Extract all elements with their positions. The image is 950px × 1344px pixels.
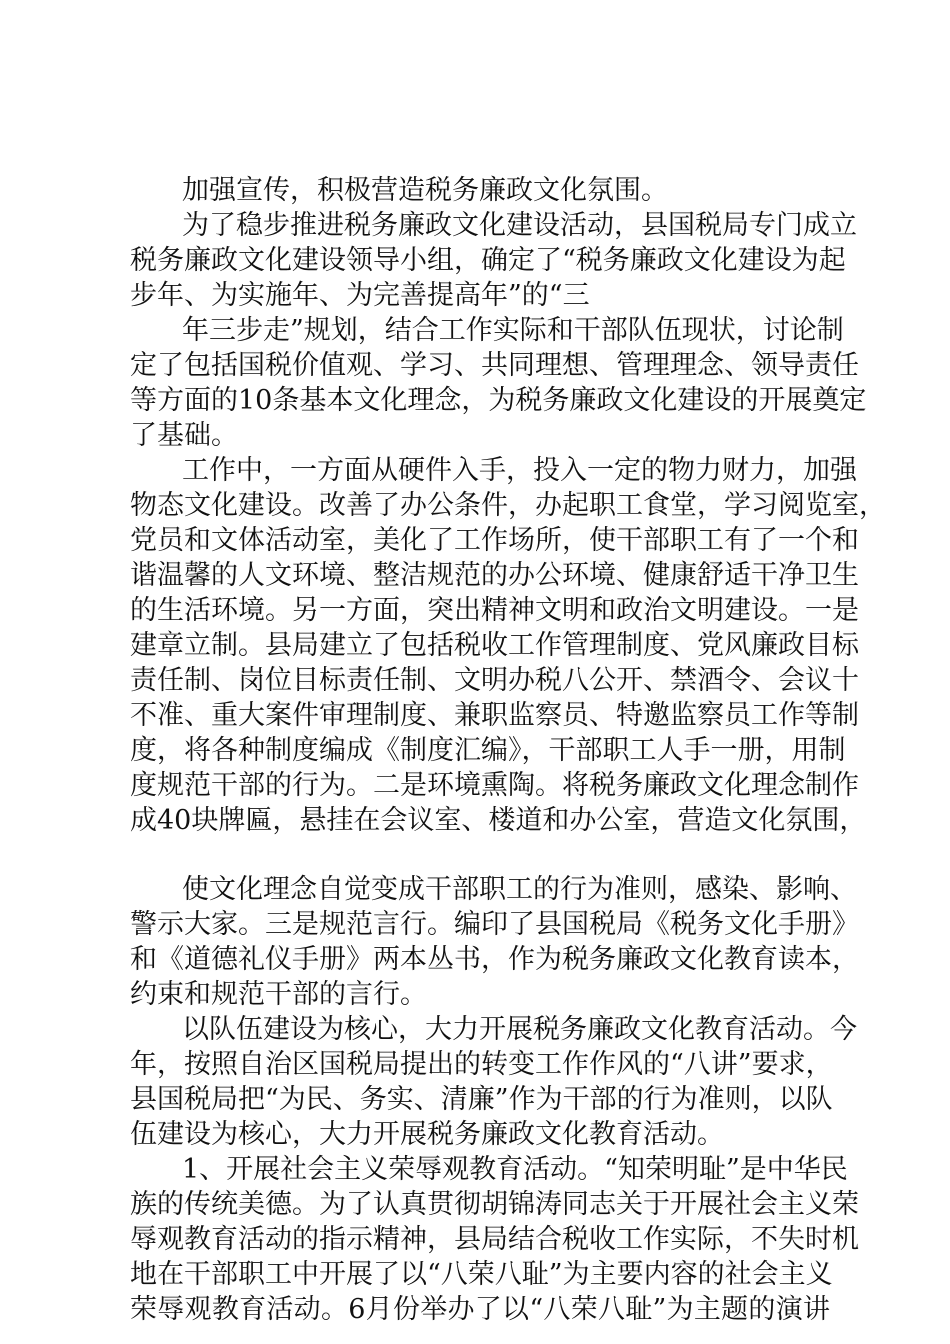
paragraph-line: 工作中，一方面从硬件入手，投入一定的物力财力，加强 xyxy=(182,455,857,486)
paragraph-line: 加强宣传，积极营造税务廉政文化氛围。 xyxy=(182,175,668,206)
paragraph-line: 以队伍建设为核心，大力开展税务廉政文化教育活动。今 xyxy=(182,1014,857,1045)
paragraph-line: 成40块牌匾，悬挂在会议室、楼道和办公室，营造文化氛围， xyxy=(130,805,867,836)
paragraph-line: 辱观教育活动的指示精神，县局结合税收工作实际，不失时机 xyxy=(130,1224,859,1255)
paragraph-line: 警示大家。三是规范言行。编印了县国税局《税务文化手册》 xyxy=(130,909,859,940)
paragraph-line: 税务廉政文化建设领导小组，确定了“税务廉政文化建设为起 xyxy=(130,245,846,276)
paragraph-line: 度，将各种制度编成《制度汇编》，干部职工人手一册，用制 xyxy=(130,735,846,766)
paragraph-line: 建章立制。县局建立了包括税收工作管理制度、党风廉政目标 xyxy=(130,630,859,661)
paragraph-line: 荣辱观教育活动。6月份举办了以“八荣八耻”为主题的演讲 xyxy=(130,1294,830,1325)
paragraph-line: 谐温馨的人文环境、整洁规范的办公环境、健康舒适干净卫生 xyxy=(130,560,859,591)
paragraph-line: 族的传统美德。为了认真贯彻胡锦涛同志关于开展社会主义荣 xyxy=(130,1189,859,1220)
paragraph-line: 度规范干部的行为。二是环境熏陶。将税务廉政文化理念制作 xyxy=(130,770,859,801)
paragraph-line: 和《道德礼仪手册》两本丛书，作为税务廉政文化教育读本， xyxy=(130,944,859,975)
paragraph-line: 约束和规范干部的言行。 xyxy=(130,979,427,1010)
paragraph-line: 为了稳步推进税务廉政文化建设活动，县国税局专门成立 xyxy=(182,210,857,241)
paragraph-line: 不准、重大案件审理制度、兼职监察员、特邀监察员工作等制 xyxy=(130,700,859,731)
paragraph-line: 伍建设为核心，大力开展税务廉政文化教育活动。 xyxy=(130,1119,724,1150)
paragraph-line: 责任制、岗位目标责任制、文明办税八公开、禁酒令、会议十 xyxy=(130,665,859,696)
paragraph-line: 1、开展社会主义荣辱观教育活动。“知荣明耻”是中华民 xyxy=(182,1154,848,1185)
paragraph-line: 物态文化建设。改善了办公条件，办起职工食堂，学习阅览室， xyxy=(130,490,886,521)
paragraph-line: 年三步走”规划，结合工作实际和干部队伍现状，讨论制 xyxy=(182,315,844,346)
paragraph-line: 了基础。 xyxy=(130,420,238,451)
paragraph-line: 定了包括国税价值观、学习、共同理想、管理理念、领导责任 xyxy=(130,350,859,381)
paragraph-line: 地在干部职工中开展了以“八荣八耻”为主要内容的社会主义 xyxy=(130,1259,833,1290)
paragraph-line: 县国税局把“为民、务实、清廉”作为干部的行为准则，以队 xyxy=(130,1084,833,1115)
paragraph-line: 党员和文体活动室，美化了工作场所，使干部职工有了一个和 xyxy=(130,525,859,556)
paragraph-line: 等方面的10条基本文化理念，为税务廉政文化建设的开展奠定 xyxy=(130,385,867,416)
paragraph-line: 的生活环境。另一方面，突出精神文明和政治文明建设。一是 xyxy=(130,595,859,626)
paragraph-line: 年，按照自治区国税局提出的转变工作作风的“八讲”要求， xyxy=(130,1049,833,1080)
paragraph-line: 步年、为实施年、为完善提高年”的“三 xyxy=(130,280,590,311)
paragraph-line: 使文化理念自觉变成干部职工的行为准则，感染、影响、 xyxy=(182,874,857,905)
